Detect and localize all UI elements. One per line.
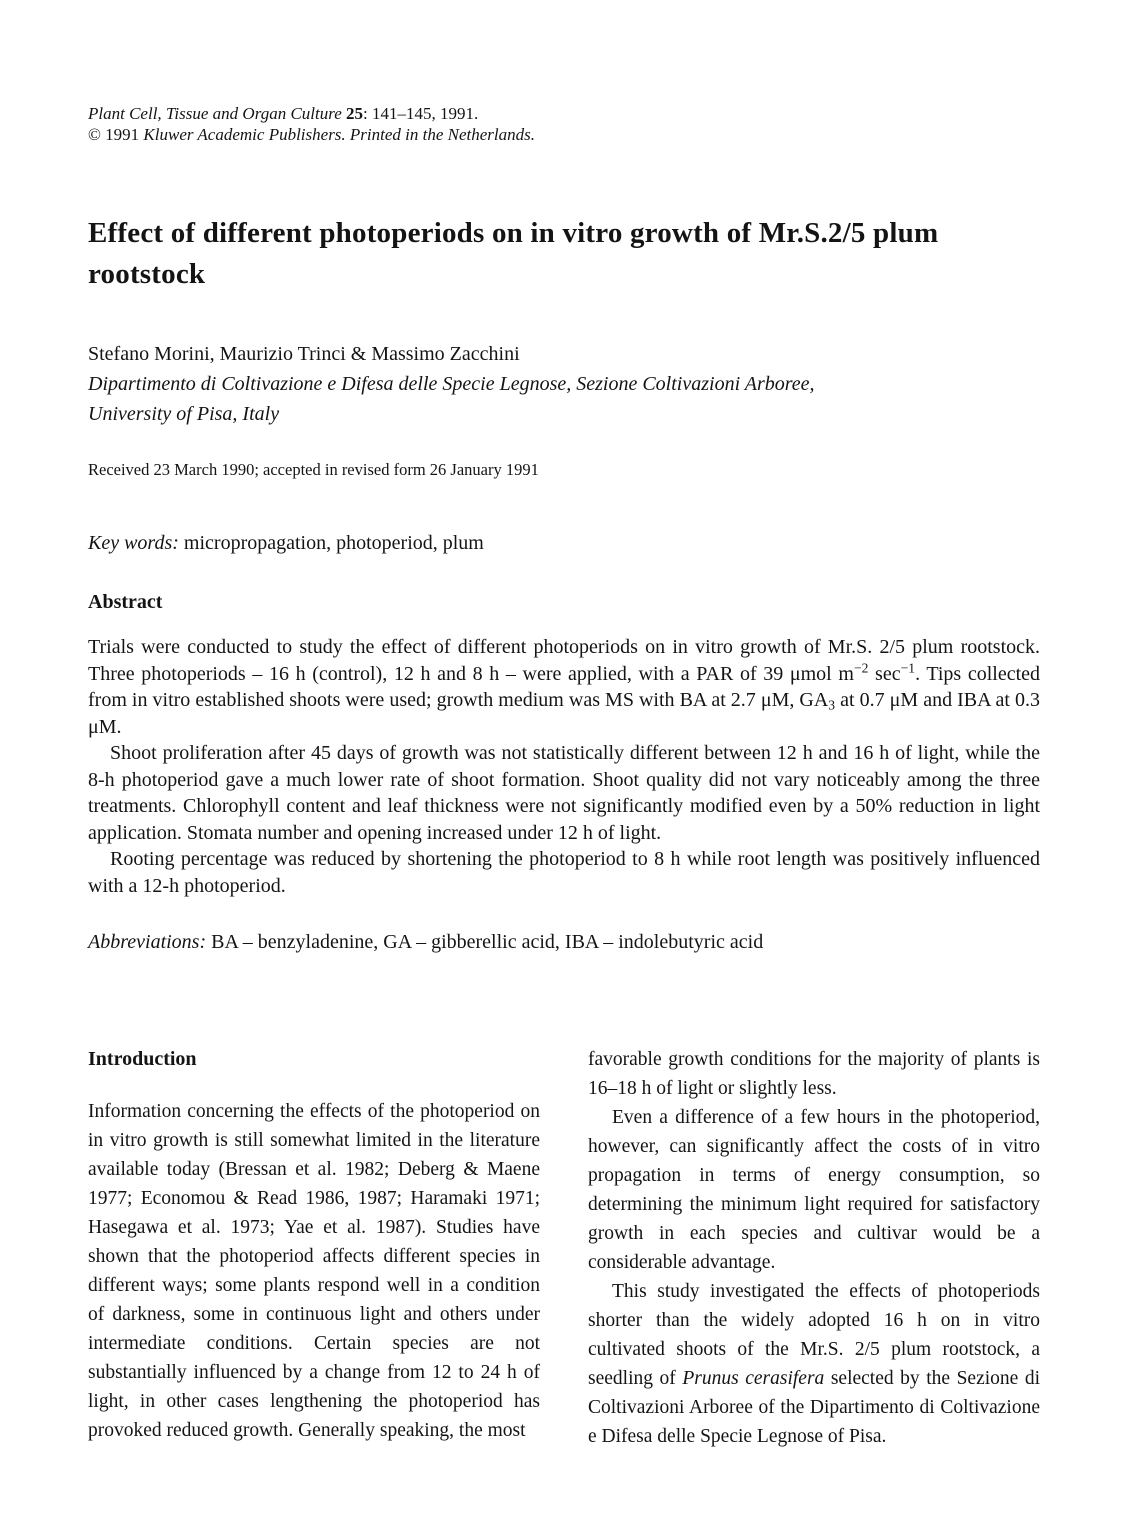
keywords-text: micropropagation, photoperiod, plum bbox=[178, 532, 484, 554]
intro-p4-species-name: Prunus cerasifera bbox=[682, 1368, 825, 1389]
affiliation-line-1: Dipartimento di Coltivazione e Difesa delle Specie Legnose, Sezione Coltivazioni Arboree, bbox=[88, 373, 815, 395]
abstract-p1-text-d: at 0.7 μM and IBA at 0.3 μM. bbox=[88, 689, 1040, 738]
abbreviations-label: Abbreviations: bbox=[88, 931, 207, 953]
journal-pages: : 141–145, 1991. bbox=[363, 104, 479, 123]
introduction-heading: Introduction bbox=[88, 1048, 197, 1070]
abstract-p1-text-b: sec bbox=[868, 662, 901, 685]
copyright-year: 1991 bbox=[105, 125, 140, 144]
intro-paragraph-2: favorable growth conditions for the majority of plants is 16–18 h of light or slightly less. bbox=[588, 1049, 1040, 1099]
intro-paragraph-1: Information concerning the effects of the photoperiod on in vitro growth is still somewhat limited in the literature available today (Bressan et al. 1982; Deberg & Maene 1977; Economou & Read 1986, 1987; Haramaki 1971; Hasegawa et al. 1973; Yae et al. 1987). Studies have shown that the photoperiod affects different species in different ways; some plants respond well in a condition of darkness, some in continuous light and others under intermediate conditions. Certain species are not substantially influenced by a change from 12 to 24 h of light, in other cases lengthening the photoperiod has provoked reduced growth. Generally speaking, the most bbox=[88, 1101, 540, 1441]
copyright-symbol: © bbox=[88, 125, 101, 144]
abstract-section bbox=[88, 589, 1040, 899]
abstract-paragraph-1 bbox=[88, 634, 1040, 740]
copyright-text: Kluwer Academic Publishers. Printed in the Netherlands. bbox=[143, 125, 536, 144]
abstract-p1-superscript-2: −1 bbox=[900, 660, 916, 676]
keywords-line bbox=[88, 530, 1040, 556]
intro-paragraph-4 bbox=[588, 1277, 1040, 1451]
journal-name: Plant Cell, Tissue and Organ Culture bbox=[88, 104, 342, 123]
intro-column-left bbox=[88, 1045, 540, 1451]
abbreviations-line bbox=[88, 929, 1040, 955]
received-line: Received 23 March 1990; accepted in revised form 26 January 1991 bbox=[88, 460, 539, 479]
authors-line: Stefano Morini, Maurizio Trinci & Massimo Zacchini bbox=[88, 343, 520, 365]
abstract-p1-text-a: Trials were conducted to study the effect of different photoperiods on in vitro growth of Mr.S. 2/5 plum rootstock. Three photoperiods – 16 h (control), 12 h and 8 h – were applied, with a PAR of 39 μmol m bbox=[88, 636, 1040, 685]
copyright-line bbox=[88, 124, 1040, 145]
abstract-paragraph-3: Rooting percentage was reduced by shortening the photoperiod to 8 h while root length was positively influenced with a 12-h photoperiod. bbox=[88, 848, 1040, 897]
intro-column-right bbox=[588, 1045, 1040, 1451]
intro-p4-text-before: This study investigated the effects of photoperiods shorter than the widely adopted 16 h on in vitro cultivated shoots of the Mr.S. 2/5 plum rootstock, a seedling of bbox=[588, 1281, 1040, 1389]
intro-paragraph-3: Even a difference of a few hours in the photoperiod, however, can significantly affect the costs of in vitro propagation in terms of energy consumption, so determining the minimum light required for satisfactory growth in each species and cultivar would be a considerable advantage. bbox=[588, 1107, 1040, 1273]
journal-header bbox=[88, 103, 1040, 145]
journal-citation-line bbox=[88, 103, 1040, 124]
abstract-p1-text-c: . Tips collected from in vitro established shoots were used; growth medium was MS with BA at 2.7 μM, GA bbox=[88, 662, 1041, 711]
introduction-section bbox=[88, 1045, 1040, 1451]
page-title: Effect of different photoperiods on in vitro growth of Mr.S.2/5 plum rootstock bbox=[88, 217, 939, 290]
journal-volume: 25 bbox=[346, 104, 364, 123]
abstract-p1-superscript-1: −2 bbox=[853, 660, 869, 676]
abstract-paragraph-2: Shoot proliferation after 45 days of growth was not statistically different between 12 h and 16 h of light, while the 8-h photoperiod gave a much lower rate of shoot formation. Shoot quality did not vary noticeably among the three treatments. Chlorophyll content and leaf thickness were not significantly modified even by a 50% reduction in light application. Stomata number and opening increased under 12 h of light. bbox=[88, 742, 1040, 844]
keywords-label: Key words: bbox=[88, 532, 179, 554]
abbreviations-text: BA – benzyladenine, GA – gibberellic acid, IBA – indolebutyric acid bbox=[206, 931, 764, 953]
intro-p4-text-after: selected by the Sezione di Coltivazioni Arboree of the Dipartimento di Coltivazione e Difesa delle Specie Legnose of Pisa. bbox=[588, 1368, 1041, 1447]
abstract-p1-subscript-3: 3 bbox=[828, 697, 836, 713]
abstract-heading: Abstract bbox=[88, 591, 163, 613]
affiliation-line-2: University of Pisa, Italy bbox=[88, 403, 280, 425]
